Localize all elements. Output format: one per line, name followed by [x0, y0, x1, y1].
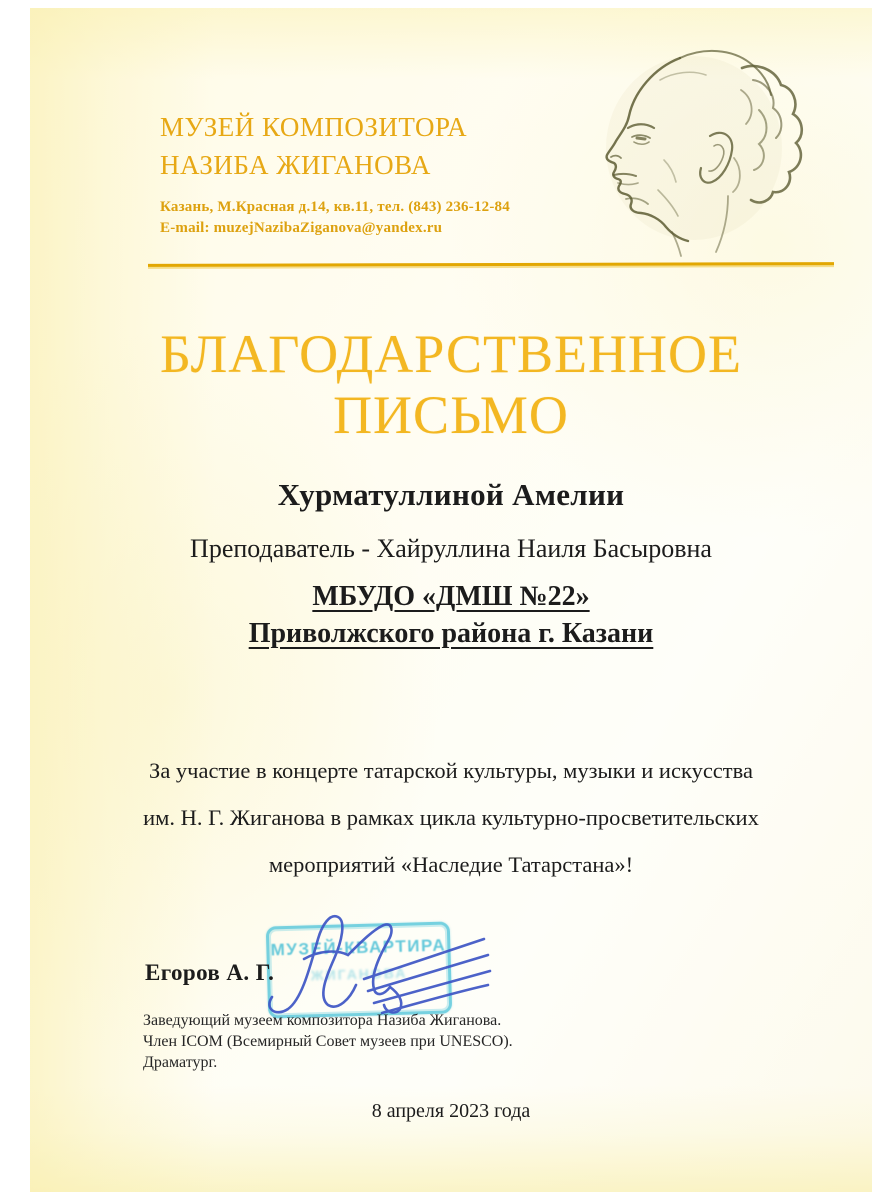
handwritten-signature: [250, 901, 500, 1029]
recipient-name: Хурматуллиной Амелии: [277, 477, 625, 512]
credential-line1: Заведующий музеем композитора Назиба Жиганова.: [143, 1012, 502, 1029]
signer-name: Егоров А. Г.: [145, 960, 275, 985]
school-name-line2: Приволжского района г. Казани: [248, 618, 654, 649]
certificate-title: БЛАГОДАРСТВЕННОЕ ПИСЬМО: [160, 324, 742, 445]
museum-name-line2: НАЗИБА ЖИГАНОВА: [160, 150, 431, 180]
letterhead: [160, 108, 510, 239]
credential-line3: Драматург.: [143, 1054, 218, 1071]
scanned-letter-page: [30, 8, 872, 1192]
stamp-text-line2: ЖИГАНОВА: [310, 964, 408, 984]
body-line3: мероприятий «Наследие Татарстана»!: [268, 852, 634, 877]
credential-line2: Член ICOM (Всемирный Совет музеев при UNESCO).: [143, 1033, 513, 1050]
date-line: 8 апреля 2023 года: [371, 1100, 531, 1122]
museum-address: Казань, М.Красная д.14, кв.11, тел. (843) 236-12-84: [160, 199, 510, 215]
body-line2: им. Н. Г. Жиганова в рамках цикла культурно-просветительских: [143, 805, 759, 830]
school-name-line1: МБУДО «ДМШ №22»: [312, 581, 590, 612]
museum-name-line1: МУЗЕЙ КОМПОЗИТОРА: [160, 112, 468, 142]
composer-portrait-sketch: [576, 38, 852, 270]
body-line1: За участие в концерте татарской культуры, музыки и искусства: [149, 758, 753, 783]
teacher-line: Преподаватель - Хайруллина Наиля Басыровна: [190, 534, 712, 563]
stamp-text-line1: МУЗЕЙ-КВАРТИРА: [270, 935, 447, 960]
body-paragraph: [30, 747, 872, 888]
museum-email: E-mail: muzejNazibaZiganova@yandex.ru: [160, 220, 443, 236]
